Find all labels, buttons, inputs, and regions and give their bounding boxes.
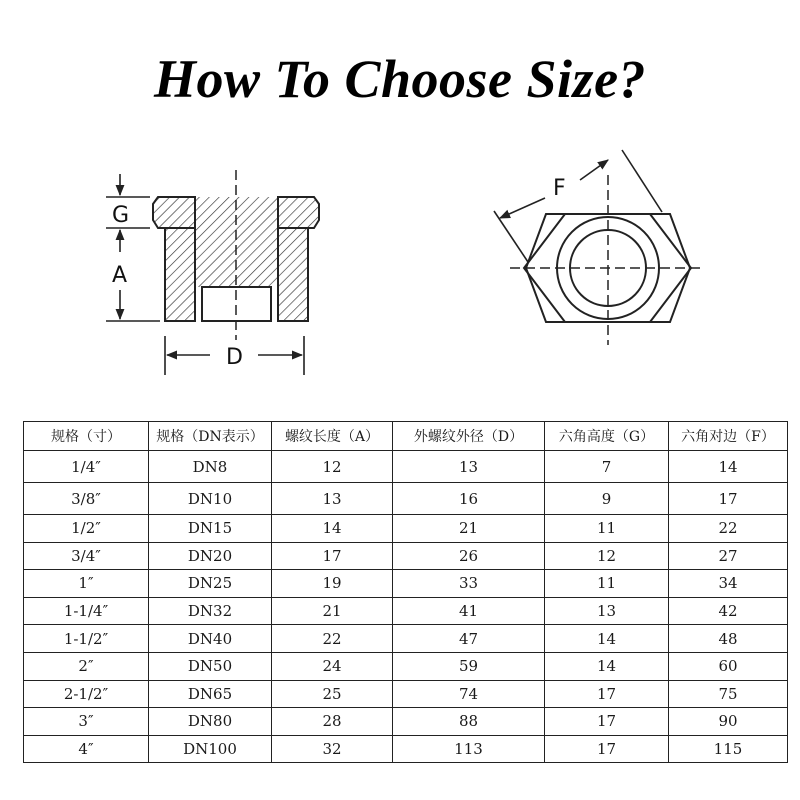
table-cell: 17	[669, 483, 788, 515]
table-cell: 11	[545, 515, 669, 543]
header-hex-height: 六角高度（G）	[545, 422, 669, 451]
table-cell: 34	[669, 570, 788, 598]
table-cell: DN8	[149, 451, 272, 483]
table-cell: 11	[545, 570, 669, 598]
table-cell: 27	[669, 542, 788, 570]
side-section-view	[153, 170, 319, 340]
table-cell: 17	[545, 708, 669, 736]
table-row	[24, 451, 788, 483]
table-cell: DN80	[149, 708, 272, 736]
table-cell: DN32	[149, 597, 272, 625]
table-cell: 90	[669, 708, 788, 736]
table-cell: 59	[393, 652, 545, 680]
g-dimension-label: G	[112, 203, 130, 228]
table-row	[24, 652, 788, 680]
table-cell: 3″	[24, 708, 149, 736]
table-cell: DN10	[149, 483, 272, 515]
table-cell: 74	[393, 680, 545, 708]
table-cell: 25	[272, 680, 393, 708]
table-cell: 24	[272, 652, 393, 680]
table-cell: 9	[545, 483, 669, 515]
table-cell: 42	[669, 597, 788, 625]
table-row	[24, 570, 788, 598]
table-row	[24, 542, 788, 570]
f-dimension-label: F	[553, 176, 566, 201]
header-size-inch: 规格（寸）	[24, 422, 149, 451]
table-row	[24, 625, 788, 653]
table-cell: 115	[669, 735, 788, 763]
table-cell: 14	[669, 451, 788, 483]
table-cell: DN40	[149, 625, 272, 653]
table-cell: DN100	[149, 735, 272, 763]
table-cell: 33	[393, 570, 545, 598]
table-cell: 3/4″	[24, 542, 149, 570]
table-cell: 60	[669, 652, 788, 680]
table-cell: 12	[545, 542, 669, 570]
table-cell: 2″	[24, 652, 149, 680]
table-cell: 41	[393, 597, 545, 625]
table-cell: 13	[393, 451, 545, 483]
table-cell: 32	[272, 735, 393, 763]
size-table	[23, 421, 788, 763]
table-cell: 14	[272, 515, 393, 543]
table-cell: 1/4″	[24, 451, 149, 483]
table-cell: 21	[272, 597, 393, 625]
table-cell: DN50	[149, 652, 272, 680]
table-cell: 2-1/2″	[24, 680, 149, 708]
page-title: How To Choose Size?	[153, 49, 647, 109]
table-cell: 19	[272, 570, 393, 598]
table-cell: 4″	[24, 735, 149, 763]
table-cell: 16	[393, 483, 545, 515]
table-header-row	[24, 422, 788, 451]
table-cell: 48	[669, 625, 788, 653]
table-cell: DN65	[149, 680, 272, 708]
table-row	[24, 680, 788, 708]
table-cell: 7	[545, 451, 669, 483]
table-cell: 14	[545, 625, 669, 653]
table-cell: 17	[545, 680, 669, 708]
table-row	[24, 597, 788, 625]
table-cell: 1-1/4″	[24, 597, 149, 625]
header-thread-length: 螺纹长度（A）	[272, 422, 393, 451]
table-cell: 1″	[24, 570, 149, 598]
table-cell: 22	[669, 515, 788, 543]
header-outer-diameter: 外螺纹外径（D）	[393, 422, 545, 451]
table-row	[24, 483, 788, 515]
table-cell: 17	[272, 542, 393, 570]
table-cell: 26	[393, 542, 545, 570]
table-cell: 47	[393, 625, 545, 653]
a-dimension-label: A	[112, 263, 128, 288]
table-row	[24, 515, 788, 543]
table-cell: DN20	[149, 542, 272, 570]
table-cell: 17	[545, 735, 669, 763]
table-cell: 22	[272, 625, 393, 653]
header-hex-across-flats: 六角对边（F）	[669, 422, 788, 451]
table-cell: 12	[272, 451, 393, 483]
table-cell: 88	[393, 708, 545, 736]
header-size-dn: 规格（DN表示）	[149, 422, 272, 451]
table-cell: 13	[545, 597, 669, 625]
table-cell: 14	[545, 652, 669, 680]
table-cell: 113	[393, 735, 545, 763]
table-cell: 75	[669, 680, 788, 708]
table-cell: 3/8″	[24, 483, 149, 515]
table-cell: DN15	[149, 515, 272, 543]
table-cell: 21	[393, 515, 545, 543]
table-row	[24, 708, 788, 736]
table-cell: 1/2″	[24, 515, 149, 543]
d-dimension-label: D	[226, 345, 243, 370]
table-cell: 1-1/2″	[24, 625, 149, 653]
table-row	[24, 735, 788, 763]
table-cell: 13	[272, 483, 393, 515]
table-cell: 28	[272, 708, 393, 736]
table-cell: DN25	[149, 570, 272, 598]
